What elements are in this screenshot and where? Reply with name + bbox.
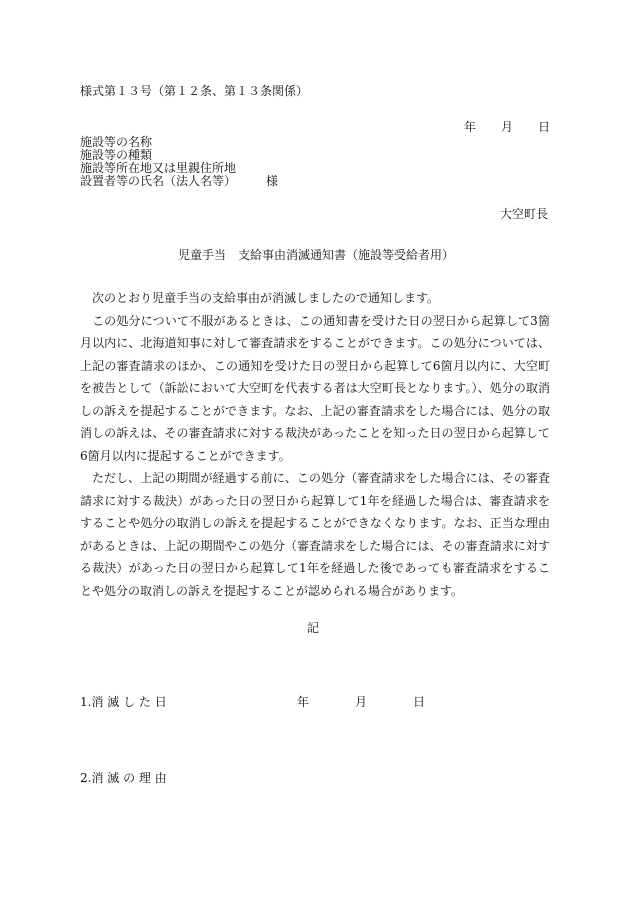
document-title: 児童手当 支給事由消滅通知書（施設等受給者用）	[178, 248, 455, 262]
body-paragraph: ただし、上記の期間が経過する前に、この処分（審査請求をした場合には、その審査請求に対する裁決）があった日の翌日から起算して1年を経過した場合は、審査請求をすることや処分の取消しの訴えを提起することができなくなります。なお、正当な理由があるときは、上記の期間やこの処分（審査請求をした場合には、その審査請求に対する裁決）があった日の翌日から起算して1年を経過した後であっても審査請求をすることや処分の取消しの訴えを提起することが認められる場合があります。	[80, 471, 550, 598]
item-month: 月	[355, 695, 368, 709]
body-paragraph: この処分について不服があるときは、この通知書を受けた日の翌日から起算して3箇月以内に、北海道知事に対して審査請求をすることができます。この処分については、上記の審査請求のほか、この通知を受けた日の翌日から起算して6箇月以内に、大空町を被告として（訴訟において大空町を代表する者は大空町長となります。）、処分の取消しの訴えを提起することができます。なお、上記の審査請求をした場合には、処分の取消しの訴えは、その審査請求に対する裁決があったことを知った日の翌日から起算して6箇月以内に提起することができます。	[80, 313, 550, 463]
issuer: 大空町長	[500, 207, 549, 221]
item-label: 1.消 滅 し た 日	[80, 695, 167, 709]
item-year: 年	[297, 695, 310, 709]
body-paragraph: 次のとおり児童手当の支給事由が消滅しましたので通知します。	[92, 291, 440, 305]
honorific: 様	[266, 174, 279, 188]
addressee-facility-type: 施設等の種類	[80, 148, 153, 162]
ki-heading: 記	[307, 621, 320, 635]
addressee-facility-name: 施設等の名称	[80, 135, 153, 149]
addressee-representative: 設置者等の氏名（法人名等）	[80, 174, 237, 188]
date-month: 月	[501, 120, 514, 134]
item-label: 2.消 滅 の 理 由	[80, 771, 167, 785]
form-number: 様式第１３号（第１２条、第１３条関係）	[80, 84, 309, 98]
date-day: 日	[538, 120, 551, 134]
item-day: 日	[413, 695, 426, 709]
date-year: 年	[464, 120, 477, 134]
body-text	[80, 287, 550, 602]
addressee-facility-address: 施設等所在地又は里親住所地	[80, 161, 237, 175]
